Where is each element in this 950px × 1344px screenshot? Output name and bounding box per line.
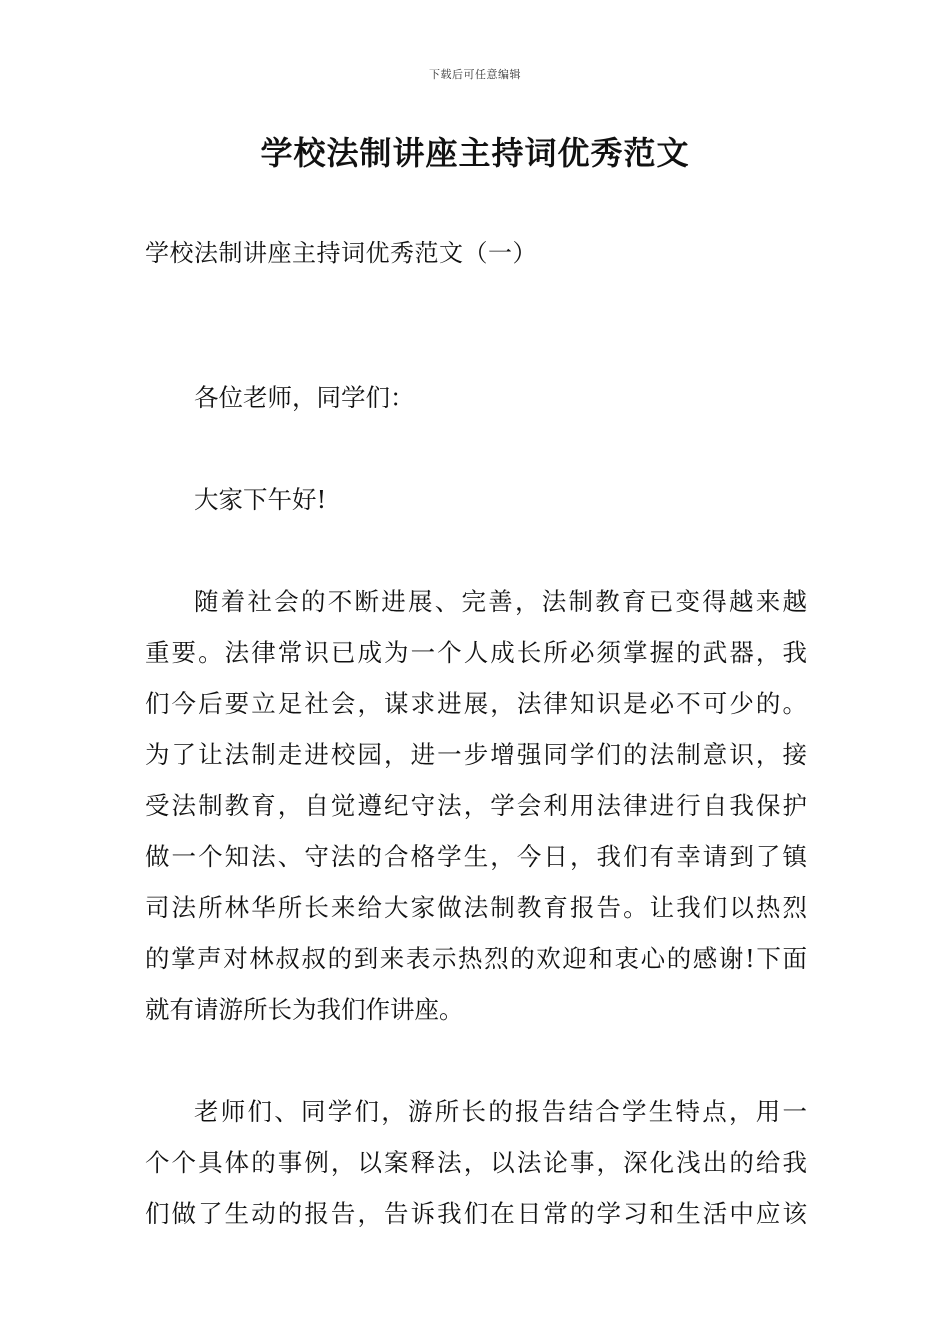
paragraph-line: 司法所林华所长来给大家做法制教育报告。让我们以热烈 [145,893,807,922]
hello-paragraph: 大家下午好! [194,485,327,514]
document-body [145,372,807,1239]
paragraph-line: 们做了生动的报告，告诉我们在日常的学习和生活中应该 [145,1199,807,1228]
paragraph-line: 个个具体的事例，以案释法，以法论事，深化浅出的给我 [145,1148,807,1177]
paragraph-line: 做一个知法、守法的合格学生，今日，我们有幸请到了镇 [145,842,807,871]
paragraph-line: 重要。法律常识已成为一个人成长所必须掌握的武器，我 [145,638,807,667]
document-subtitle: 学校法制讲座主持词优秀范文（一） [145,239,537,267]
paragraph-line: 随着社会的不断进展、完善，法制教育已变得越来越 [194,587,807,616]
paragraph-line: 的掌声对林叔叔的到来表示热烈的欢迎和衷心的感谢!下面 [145,944,807,973]
header-note: 下载后可任意编辑 [429,68,521,81]
paragraph-line: 为了让法制走进校园，进一步增强同学们的法制意识，接 [145,740,807,769]
paragraph-line: 受法制教育，自觉遵纪守法，学会利用法律进行自我保护 [145,791,807,820]
document-title: 学校法制讲座主持词优秀范文 [260,134,690,172]
paragraph-line: 老师们、同学们，游所长的报告结合学生特点，用一 [194,1097,807,1126]
paragraph-line: 就有请游所长为我们作讲座。 [145,995,464,1024]
intro-paragraph [145,576,807,1035]
closing-paragraph [145,1086,807,1239]
paragraph-line: 们今后要立足社会，谋求进展，法律知识是必不可少的。 [145,689,807,718]
greeting-paragraph: 各位老师，同学们： [194,383,415,412]
